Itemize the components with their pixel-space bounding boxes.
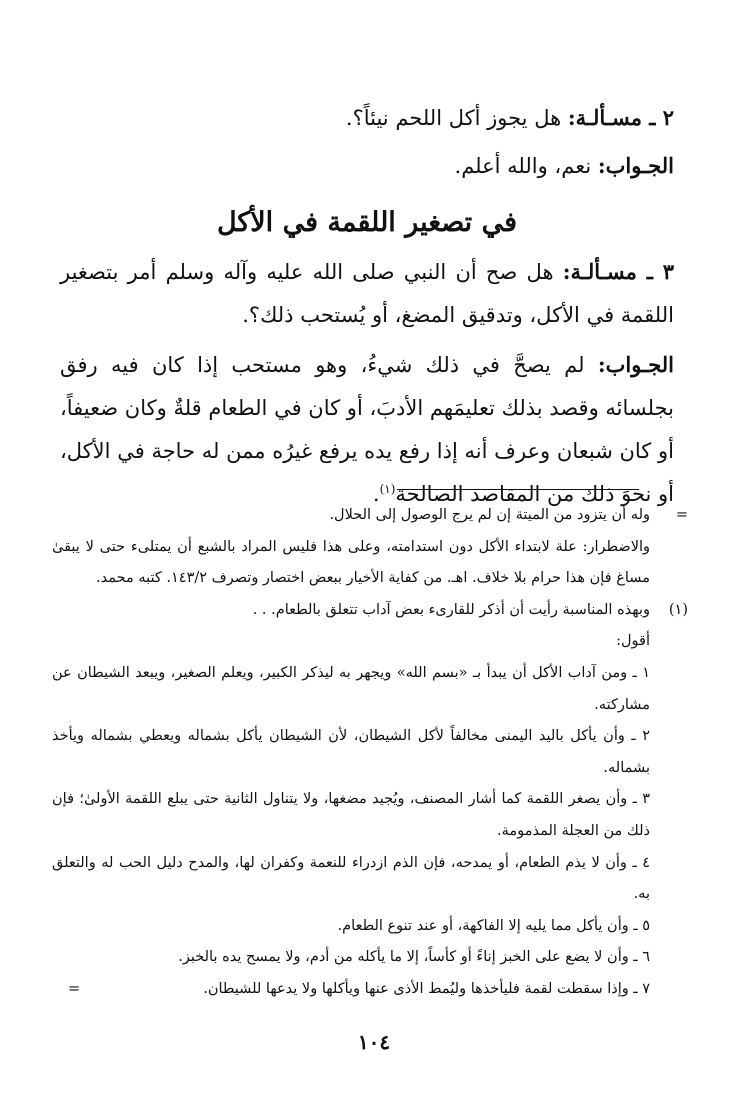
section-title: في تصغير اللقمة في الأكل (216, 207, 518, 238)
footnote-1 (52, 595, 688, 1006)
answer-2 (60, 144, 674, 188)
footnote-list-item: ٢ ـ وأن يأكل باليد اليمنى مخالفاً لأكل الشيطان، لأن الشيطان يأكل بشماله ويعطي بشماله ويأخذ بشماله. (52, 728, 650, 776)
answer-text: لم يصحَّ في ذلك شيءُ، وهو مستحب إذا كان فيه رفق بجلسائه وقصد بذلك تعليمَهم الأدبَ، أو كان في الطعام قلةٌ وكان ضعيفاً، أو كان شبعان وعرف أنه إذا رفع يده يرفع غيرُه ممن له حاجة في الأكل، أو نحوَ ذلك من المقاصد الصالحة (60, 353, 674, 506)
footnote-list-item: ٤ ـ وأن لا يذم الطعام، أو يمدحه، فإن الذم ازدراء للنعمة وكفران لها، والمدح دليل الحب له والتعلق به. (52, 854, 650, 903)
continuation-marker: = (68, 980, 81, 997)
answer-3: الجـواب: لم يصحَّ في ذلك شيءُ، وهو مستحب إذا كان فيه رفق بجلسائه وقصد بذلك تعليمَهم الأدبَ، أو كان في الطعام قلةٌ وكان ضعيفاً، أو كان شبعان وعرف أنه إذا رفع يده يرفع غيرُه ممن له حاجة في الأكل، أو نحوَ ذلك من المقاصد الصالحة$^{(١)}$. (60, 352, 674, 506)
footnote-list-item: ٧ ـ وإذا سقطت لقمة فليأخذها وليُمط الأذى عنها ويأكلها ولا يدعها للشيطان. (203, 980, 650, 997)
footnote-list-item: ٥ ـ وأن يأكل مما يليه إلا الفاكهة، أو عند تنوع الطعام. (337, 917, 650, 934)
question-label: ٣ ـ مسـألـة: (562, 259, 675, 284)
footnote-paragraph: وبهذه المناسبة رأيت أن أذكر للقارىء بعض آداب تتعلق بالطعام. . . (252, 601, 650, 618)
footnote-paragraph: وله أن يتزود من الميتة إن لم يرج الوصول إلى الحلال. (329, 507, 650, 523)
question-3 (60, 250, 674, 337)
footnotes (52, 500, 688, 1006)
footnote-separator (397, 489, 639, 490)
footnote-paragraph: والاضطرار: علة لابتداء الأكل دون استدامته، وعلى هذا فليس المراد بالشبع أن يمتلىء حتى لا يبقىٰ مساغ فإن هذا حرام بلا خلاف. اهـ. من كفاية الأخيار ببعض اختصار وتصرف ١٤٣/٢. كتبه محمد. (52, 538, 650, 587)
footnote-marker: = (675, 507, 688, 523)
question-text: هل صح أن النبي صلى الله عليه وآله وسلم أمر بتصغير اللقمة في الأكل، وتدقيق المضغ، أو يُستحب ذلك؟. (60, 260, 674, 327)
answer-label: الجـواب: (597, 153, 674, 178)
footnote-list-item: ٦ ـ وأن لا يضع على الخبز إناءً أو كأساً، إلا ما يأكله من أدم، ولا يمسح يده بالخبز. (178, 949, 650, 966)
footnote-reference[interactable]: (١) (379, 482, 396, 496)
question-text: هل يجوز أكل اللحم نيئاً؟. (345, 106, 568, 130)
answer-text: نعم، والله أعلم. (454, 154, 598, 178)
footnote-continued (52, 500, 688, 595)
question-2 (60, 96, 674, 140)
footnote-paragraph: أقول: (616, 633, 650, 650)
page-number: ١٠٤ (357, 1030, 391, 1054)
question-label: ٢ ـ مسـألـة: (567, 105, 674, 130)
footnote-list-item: ٣ ـ وأن يصغر اللقمة كما أشار المصنف، ويُجيد مضغها، ولا يتناول الثانية حتى يبلع اللقمة الأولىٰ؛ فإن ذلك من العجلة المذمومة. (52, 791, 650, 839)
answer-label: الجـواب: (597, 352, 674, 377)
footnote-marker: (١) (668, 601, 688, 618)
footnote-list-item: ١ ـ ومن آداب الأكل أن يبدأ بـ «بسم الله» ويجهر به ليذكر الكبير، ويعلم الصغير، ويبعد الشيطان عن مشاركته. (52, 664, 650, 713)
main-text (60, 96, 674, 516)
